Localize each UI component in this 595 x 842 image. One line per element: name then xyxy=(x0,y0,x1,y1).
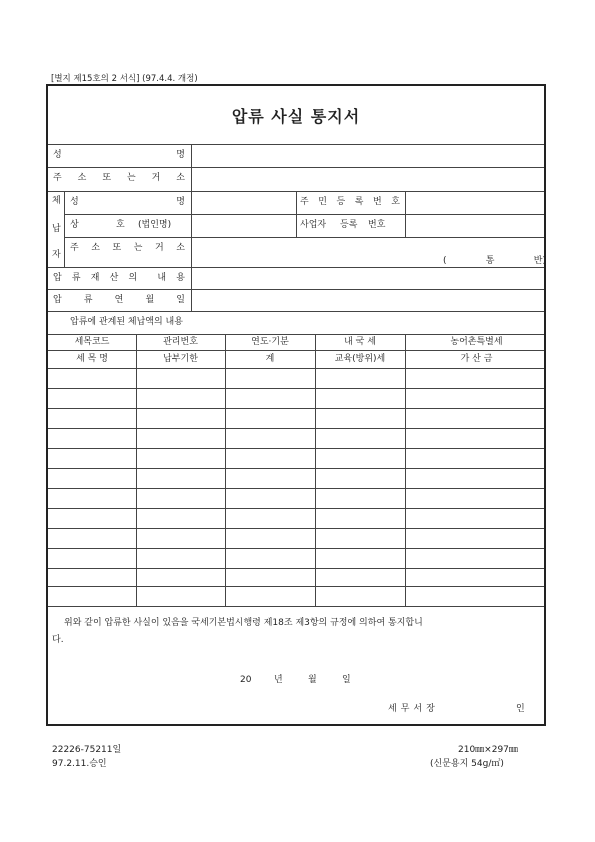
approval-date: 97.2.11.승인 xyxy=(52,759,107,769)
header-tax-name: 세 목 명 xyxy=(76,354,108,364)
paper-spec: (신문용지 54g/㎡) xyxy=(430,759,504,769)
header-year-period: 연도·기분 xyxy=(251,337,289,347)
header-total: 계 xyxy=(265,354,275,364)
form-header: [별지 제15호의 2 서식] (97.4.4. 개정) xyxy=(51,74,198,84)
header-penalty: 가 산 금 xyxy=(460,354,493,364)
header-management-no: 관리번호 xyxy=(163,337,198,347)
resident-number-label: 주 민 등 록 번 호 xyxy=(300,197,400,207)
business-number-label: 사업자 등록 번호 xyxy=(300,220,386,230)
header-due-date: 납부기한 xyxy=(163,354,198,364)
date-line: 20 년 월 일 xyxy=(240,675,351,685)
taxpayer-name-label: 성 명 xyxy=(70,197,185,207)
header-rural-special-tax: 농어촌특별세 xyxy=(450,337,503,347)
taxpayer-label-3: 자 xyxy=(52,250,61,260)
related-tax-label: 압류에 관계된 체납액의 내용 xyxy=(70,317,183,327)
signatory: 세무서장 xyxy=(388,704,439,714)
taxpayer-label-1: 체 xyxy=(52,196,61,206)
notice-text-cont: 다. xyxy=(52,635,64,645)
notice-text: 위와 같이 압류한 사실이 있음을 국세기본법시행령 제18조 제3항의 규정에 의하여 통지합니 xyxy=(64,618,423,628)
address-label: 주 소 또 는 거 소 xyxy=(53,173,185,183)
tong-ban-field: ( 통 반) xyxy=(443,256,546,266)
header-tax-code: 세목코드 xyxy=(74,337,110,347)
form-title: 압류 사실 통지서 xyxy=(231,107,361,126)
name-label: 성 명 xyxy=(53,150,185,160)
form-number: 22226-75211일 xyxy=(52,745,122,755)
seizure-notice-form xyxy=(46,84,546,726)
header-internal-tax: 내 국 세 xyxy=(344,337,376,347)
seal-mark: 인 xyxy=(516,704,525,714)
taxpayer-label-2: 납 xyxy=(52,224,61,234)
paper-size: 210㎜×297㎜ xyxy=(458,745,518,755)
seizure-date-label: 압 류 연 월 일 xyxy=(53,295,185,305)
trade-name-label: 상 호 (법인명) xyxy=(70,220,172,230)
taxpayer-address-label: 주 소 또 는 거 소 xyxy=(70,243,185,253)
header-education-tax: 교육(방위)세 xyxy=(334,354,386,364)
seized-property-label: 압 류 재 산 의 내 용 xyxy=(53,273,185,283)
